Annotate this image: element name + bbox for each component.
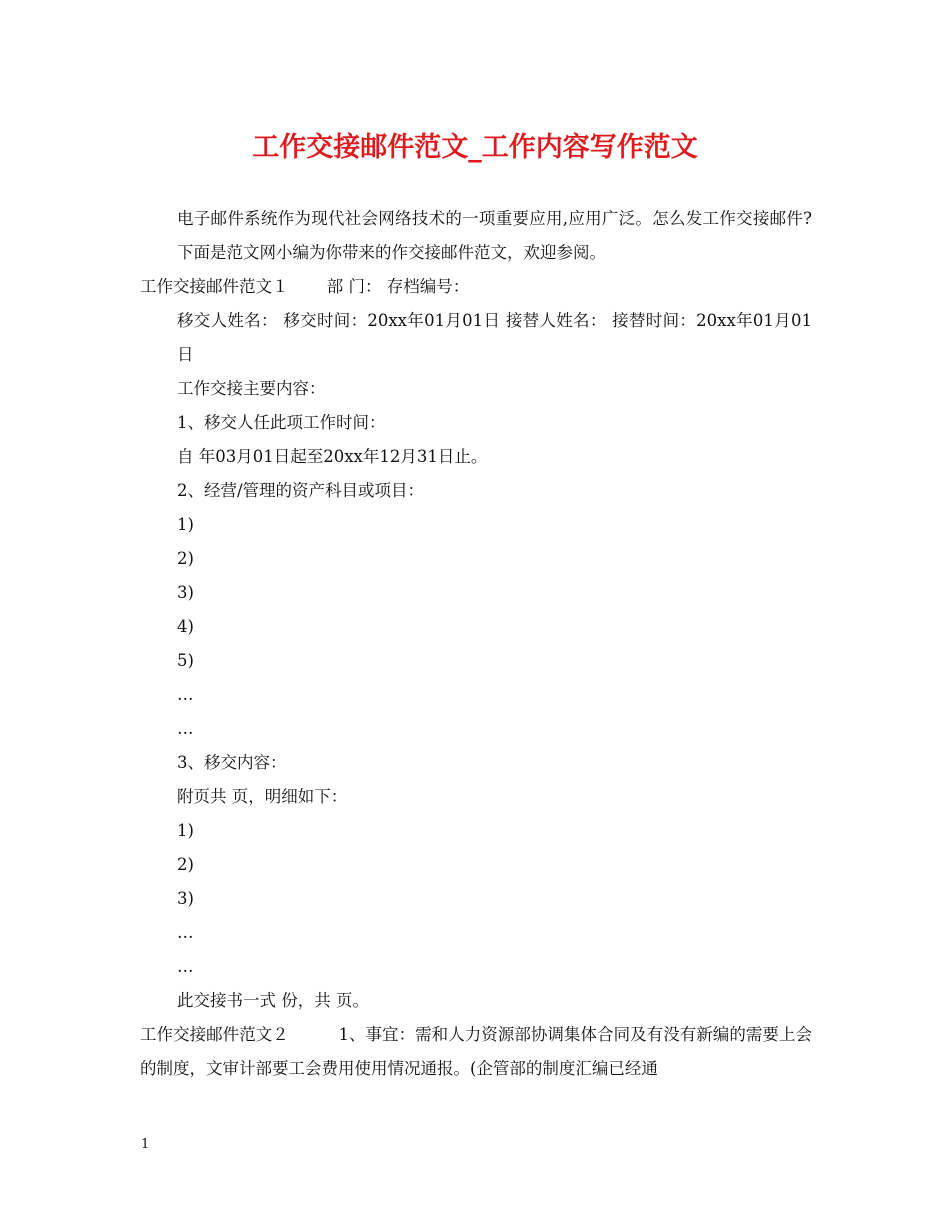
page-number: 1: [141, 1137, 150, 1152]
paragraph: 工作交接邮件范文２ 1、事宜：需和人力资源部协调集体合同及有没有新编的需要上会的制度，文审计部要工会费用使用情况通报。(企管部的制度汇编已经通: [140, 1025, 812, 1078]
ellipsis-line: …: [177, 923, 194, 942]
ellipsis-line: …: [177, 719, 194, 738]
list-item: 1): [177, 515, 194, 534]
paragraph: 工作交接主要内容：: [177, 379, 326, 398]
list-item: 3): [177, 889, 194, 908]
list-item: 2): [177, 855, 194, 874]
paragraph: 此交接书一式 份，共 页。: [177, 991, 369, 1010]
list-item: 3): [177, 583, 194, 602]
paragraph: 工作交接邮件范文１ 部 门： 存档编号：: [140, 277, 470, 296]
list-item: 4): [177, 617, 194, 636]
paragraph: 附页共 页，明细如下：: [177, 787, 348, 806]
list-item: 5): [177, 651, 194, 670]
list-item: 1): [177, 821, 194, 840]
paragraph: 2、经营/管理的资产科目或项目：: [177, 481, 425, 500]
paragraph: 自 年03月01日起至20xx年12月31日止。: [177, 447, 488, 466]
paragraph: 电子邮件系统作为现代社会网络技术的一项重要应用,应用广泛。怎么发工作交接邮件?下面是范文网小编为你带来的作交接邮件范文，欢迎参阅。: [177, 209, 812, 262]
document-body: [140, 202, 812, 1086]
ellipsis-line: …: [177, 685, 194, 704]
paragraph: 移交人姓名： 移交时间：20xx年01月01日 接替人姓名： 接替时间：20xx年01月01日: [177, 311, 812, 364]
list-item: 2): [177, 549, 194, 568]
paragraph: 1、移交人任此项工作时间：: [177, 413, 386, 432]
document-title: 工作交接邮件范文_工作内容写作范文: [252, 132, 698, 163]
ellipsis-line: …: [177, 957, 194, 976]
paragraph: 3、移交内容：: [177, 753, 287, 772]
